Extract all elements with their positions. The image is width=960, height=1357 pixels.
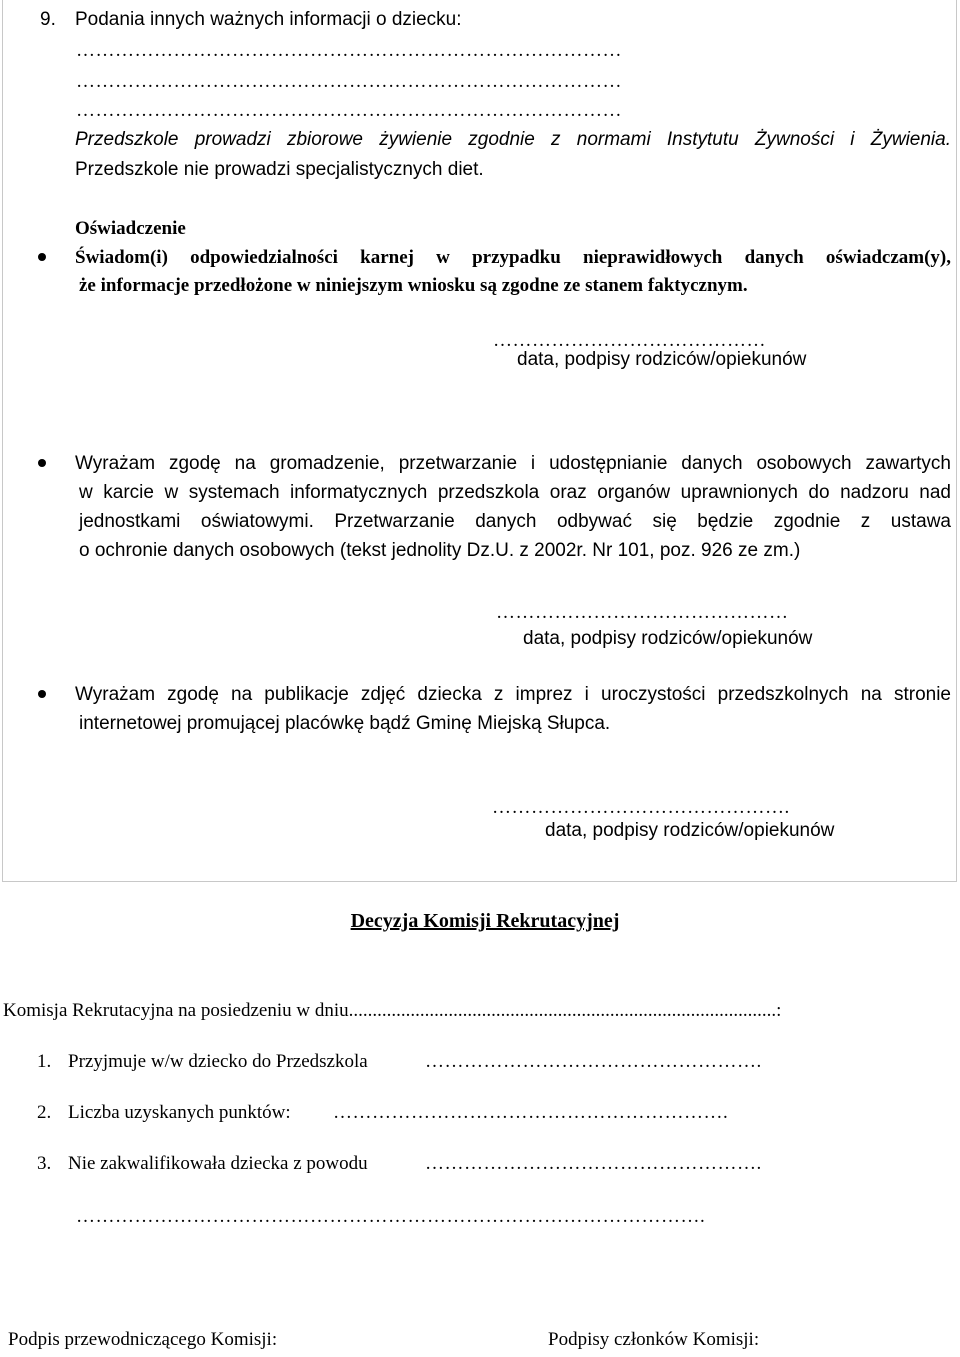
photo-consent-line-2: internetowej promującej placówkę bądź Gminę Miejską Słupca. [79, 713, 611, 734]
data-consent-line-4: o ochronie danych osobowych (tekst jednolity Dz.U. z 2002r. Nr 101, poz. 926 ze zm.) [79, 540, 801, 561]
declaration-line-2: że informacje przedłożone w niniejszym wniosku są zgodne ze stanem faktycznym. [79, 275, 748, 296]
decision-item-dots: ……………………………………………. [425, 1153, 762, 1174]
declaration-line-1: Świadom(i) odpowiedzialności karnej w przypadku nieprawidłowych danych oświadczam(y), [75, 247, 951, 268]
chair-signature-label: Podpis przewodniczącego Komisji: [8, 1329, 278, 1350]
bullet-icon [38, 253, 46, 261]
bullet-icon [38, 690, 46, 698]
data-consent-line-1: Wyrażam zgodę na gromadzenie, przetwarzanie i udostępnianie danych osobowych zawartych [75, 453, 951, 474]
reason-dots-line: ……………………………………………………………………………………. [76, 1206, 706, 1227]
nutrition-note-line-1: Przedszkole prowadzi zbiorowe żywienie zgodnie z normami Instytutu Żywności i Żywienia. [75, 129, 951, 150]
decision-item-number: 2. [37, 1102, 52, 1123]
info-dots-line-2: ………………………………………………………………………… [76, 71, 622, 92]
decision-item-number: 1. [37, 1051, 52, 1072]
photo-consent-line-1: Wyrażam zgodę na publikacje zdjęć dziecka z imprez i uroczystości przedszkolnych na stronie [75, 684, 951, 705]
decision-item-text: Przyjmuje w/w dziecko do Przedszkola [68, 1051, 368, 1072]
declaration-heading: Oświadczenie [75, 218, 186, 239]
members-signature-label: Podpisy członków Komisji: [548, 1329, 760, 1350]
decision-item-dots: ……………………………………………………. [333, 1102, 729, 1123]
section-label: Podania innych ważnych informacji o dziecku: [75, 9, 462, 30]
meeting-date-line: Komisja Rekrutacyjna na posiedzeniu w dniu..........................................................................................: [3, 1000, 782, 1021]
signature-label: data, podpisy rodziców/opiekunów [545, 820, 835, 841]
data-consent-line-3: jednostkami oświatowymi. Przetwarzanie danych odbywać się będzie zgodnie z ustawa [79, 511, 951, 532]
signature-dots: ………………………………………. [492, 797, 790, 818]
decision-item-text: Liczba uzyskanych punktów: [68, 1102, 291, 1123]
info-dots-line-3: ………………………………………………………………………… [76, 100, 622, 121]
section-number: 9. [40, 9, 56, 30]
bullet-icon [38, 459, 46, 467]
signature-dots: ……………………………………… [496, 602, 789, 623]
signature-label: data, podpisy rodziców/opiekunów [523, 628, 813, 649]
nutrition-note-line-2: Przedszkole nie prowadzi specjalistycznych diet. [75, 159, 484, 180]
decision-title: Decyzja Komisji Rekrutacyjnej [350, 910, 620, 932]
decision-item-dots: ……………………………………………. [425, 1051, 762, 1072]
data-consent-line-2: w karcie w systemach informatycznych przedszkola oraz organów uprawnionych do nadzoru nad [79, 482, 951, 503]
signature-label: data, podpisy rodziców/opiekunów [517, 349, 807, 370]
signature-dots: …………………………………… [493, 330, 766, 351]
info-dots-line-1: ………………………………………………………………………… [76, 40, 622, 61]
decision-item-number: 3. [37, 1153, 52, 1174]
decision-item-text: Nie zakwalifikowała dziecka z powodu [68, 1153, 368, 1174]
